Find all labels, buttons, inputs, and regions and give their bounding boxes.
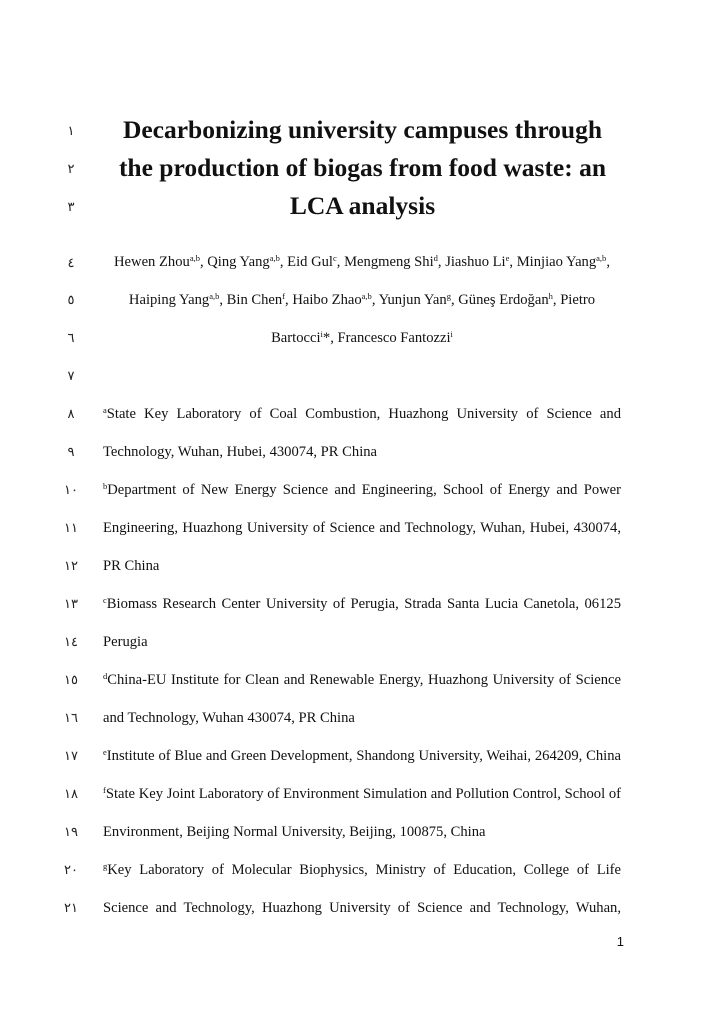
line-number: ٣: [67, 199, 75, 214]
affiliation-g-cont: Science and Technology, Huazhong University of Science and Technology, Wuhan,: [103, 900, 621, 916]
line-number: ٨: [67, 406, 75, 421]
author-sep: ,: [450, 292, 459, 308]
affiliation-b-cont: PR China: [103, 558, 160, 574]
affil-text: Institute of Blue and Green Development, Shandong University, Weihai, 264209, China: [106, 748, 621, 764]
author-affil-sup: i: [450, 329, 453, 339]
affiliation-d: [103, 671, 621, 689]
title-line: the production of biogas from food waste: an: [118, 153, 607, 182]
affiliation-f-cont: Environment, Beijing Normal University, Beijing, 100875, China: [103, 824, 486, 840]
affil-marker: d: [103, 671, 108, 681]
line-number: ٤: [67, 255, 75, 270]
author-sep: ,: [285, 292, 293, 308]
author-name: Yunjun Yan: [378, 292, 447, 308]
author-line: [103, 329, 621, 347]
line-number: ١٧: [64, 748, 78, 763]
author-line: [103, 253, 621, 271]
affiliation-b: [103, 481, 621, 499]
author-name: Hewen Zhou: [114, 254, 190, 270]
author-sep: ,: [371, 292, 379, 308]
affiliation-c-cont: Perugia: [103, 634, 148, 650]
author-name: Haiping Yang: [128, 292, 210, 308]
line-number: ١٢: [64, 558, 78, 573]
author-name: Eid Gul: [287, 254, 333, 270]
author-affil-sup: g: [446, 291, 451, 301]
author-affil-sup: d: [433, 253, 438, 263]
author-name: Bartocci: [271, 330, 321, 346]
author-affil-sup: h: [548, 291, 553, 301]
affiliation-e: [103, 747, 621, 765]
author-affil-sup: e: [505, 253, 510, 263]
author-affil-sup: a,b: [209, 291, 220, 301]
author-name: Bin Chen: [226, 292, 283, 308]
affiliation-a: [103, 405, 621, 423]
author-affil-sup: f: [282, 291, 286, 301]
author-sep: ,: [509, 254, 517, 270]
author-sep: ,: [219, 292, 227, 308]
line-number: ٦: [67, 330, 75, 345]
author-sep: ,: [606, 254, 610, 270]
line-number: ٧: [67, 368, 75, 383]
author-name: Güneş Erdoğan: [458, 292, 549, 308]
affil-marker: b: [103, 481, 108, 491]
title-line: LCA analysis: [289, 191, 436, 220]
affil-text: Key Laboratory of Molecular Biophysics, Ministry of Education, College of Life: [107, 862, 621, 878]
author-sep: ,: [279, 254, 288, 270]
author-affil-sup: a,b: [361, 291, 372, 301]
line-number: ١٥: [64, 672, 78, 687]
affil-marker: a: [103, 405, 107, 415]
author-name: Francesco Fantozzi: [337, 330, 451, 346]
author-affil-sup: c: [332, 253, 337, 263]
author-line: [103, 291, 621, 309]
affiliation-d-cont: and Technology, Wuhan 430074, PR China: [103, 710, 355, 726]
author-sep: ,: [437, 254, 446, 270]
line-number: ١٤: [64, 634, 78, 649]
paper-title: [100, 111, 625, 225]
title-line: Decarbonizing university campuses through: [122, 115, 603, 144]
affiliation-a-cont: Technology, Wuhan, Hubei, 430074, PR China: [103, 444, 378, 460]
author-sep: , Pietro: [552, 292, 596, 308]
line-number: ١٠: [64, 482, 78, 497]
affil-text: State Key Laboratory of Coal Combustion, Huazhong University of Science and: [106, 406, 621, 422]
line-number: ١٣: [64, 596, 78, 611]
affil-text: Department of New Energy Science and Engineering, School of Energy and Power: [107, 482, 621, 498]
line-number: ١٦: [64, 710, 78, 725]
author-sep: ,: [199, 254, 208, 270]
affiliation-g: [103, 861, 621, 879]
author-name: Minjiao Yang: [516, 254, 597, 270]
line-number: ٩: [67, 444, 75, 459]
affil-marker: g: [103, 861, 108, 871]
line-number: ٢١: [64, 900, 78, 915]
author-name: Mengmeng Shi: [344, 254, 434, 270]
affil-text: Biomass Research Center University of Perugia, Strada Santa Lucia Canetola, 06125: [106, 596, 621, 612]
affiliation-f: [103, 785, 621, 803]
line-number: ١: [67, 123, 75, 138]
author-sep: ,: [336, 254, 345, 270]
author-name: Qing Yang: [207, 254, 270, 270]
page-number: 1: [616, 934, 624, 949]
affil-text: China-EU Institute for Clean and Renewable Energy, Huazhong University of Science: [107, 672, 621, 688]
affiliation-c: [103, 595, 621, 613]
author-affil-sup: a,b: [596, 253, 607, 263]
line-number: ٥: [67, 292, 75, 307]
line-number: ٢: [67, 161, 75, 176]
affil-text: State Key Joint Laboratory of Environment Simulation and Pollution Control, School of: [105, 786, 621, 802]
author-name: Haibo Zhao: [292, 292, 362, 308]
author-affil-sup: a,b: [269, 253, 280, 263]
author-affil-sup: i: [320, 329, 323, 339]
author-sep: *,: [322, 330, 338, 346]
author-name: Jiashuo Li: [445, 254, 506, 270]
line-number: ١٩: [64, 824, 78, 839]
line-number: ٢٠: [64, 862, 78, 877]
author-affil-sup: a,b: [189, 253, 200, 263]
affil-marker: c: [103, 595, 107, 605]
line-number: ١١: [64, 520, 78, 535]
affil-marker: e: [103, 747, 107, 757]
affiliation-b-cont: Engineering, Huazhong University of Science and Technology, Wuhan, Hubei, 430074,: [103, 520, 621, 536]
line-number: ١٨: [64, 786, 78, 801]
affil-marker: f: [103, 785, 106, 795]
